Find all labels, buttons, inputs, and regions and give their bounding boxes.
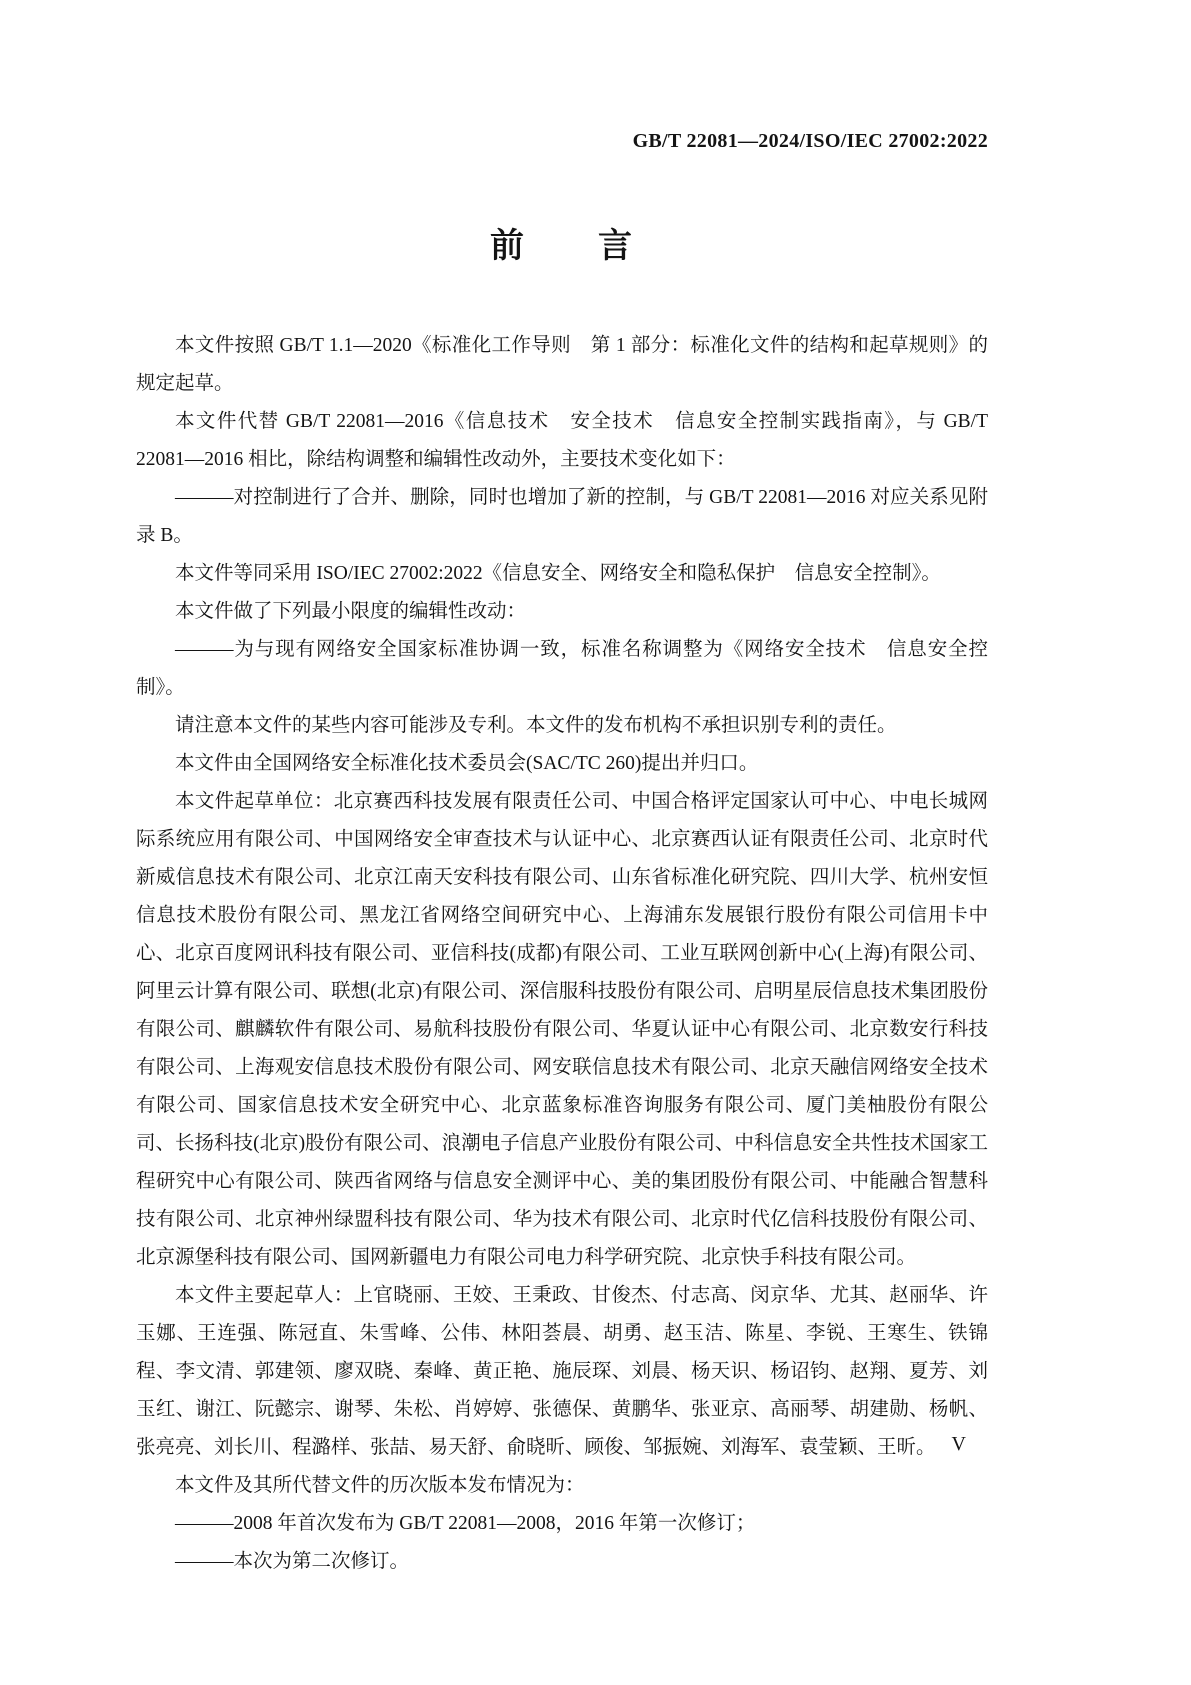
paragraph-committee: 本文件由全国网络安全标准化技术委员会(SAC/TC 260)提出并归口。 — [175, 753, 759, 774]
paragraph-replaces: 本文件代替 GB/T 22081—2016《信息技术 安全技术 信息安全控制实践指南》，与 GB/T 22081—2016 相比，除结构调整和编辑性改动外，主要技术变化如下： — [136, 411, 988, 470]
page-number: V — [951, 1433, 966, 1455]
paragraph-history-item-1: ———2008 年首次发布为 GB/T 22081—2008，2016 年第一次修订； — [175, 1513, 756, 1534]
paragraph-drafters: 本文件主要起草人：上官晓丽、王姣、王秉政、甘俊杰、付志高、闵京华、尤其、赵丽华、许玉娜、王连强、陈冠直、朱雪峰、公伟、林阳荟晨、胡勇、赵玉洁、陈星、李锐、王寒生、铁锦程、李文清、郭建领、廖双晓、秦峰、黄正艳、施辰琛、刘晨、杨天识、杨诏钧、赵翔、夏芳、刘玉红、谢江、阮懿宗、谢琴、朱松、肖婷婷、张德保、黄鹏华、张亚京、高丽琴、胡建勋、杨帆、张亮亮、刘长川、程潞样、张喆、易天舒、俞晓昕、顾俊、邹振婉、刘海军、袁莹颖、王昕。 — [136, 1285, 988, 1458]
foreword-body — [136, 327, 988, 1581]
page-title: 前 言 — [490, 228, 634, 265]
paragraph-change-item: ———对控制进行了合并、删除，同时也增加了新的控制，与 GB/T 22081—2016 对应关系见附录 B。 — [136, 487, 988, 546]
paragraph-history-intro: 本文件及其所代替文件的历次版本发布情况为： — [175, 1475, 585, 1496]
foreword-content — [136, 218, 988, 1581]
paragraph-editorial-intro: 本文件做了下列最小限度的编辑性改动： — [175, 601, 527, 622]
paragraph-drafting-organizations: 本文件起草单位：北京赛西科技发展有限责任公司、中国合格评定国家认可中心、中电长城网际系统应用有限公司、中国网络安全审查技术与认证中心、北京赛西认证有限责任公司、北京时代新威信息技术有限公司、北京江南天安科技有限公司、山东省标准化研究院、四川大学、杭州安恒信息技术股份有限公司、黑龙江省网络空间研究中心、上海浦东发展银行股份有限公司信用卡中心、北京百度网讯科技有限公司、亚信科技(成都)有限公司、工业互联网创新中心(上海)有限公司、阿里云计算有限公司、联想(北京)有限公司、深信服科技股份有限公司、启明星辰信息技术集团股份有限公司、麒麟软件有限公司、易航科技股份有限公司、华夏认证中心有限公司、北京数安行科技有限公司、上海观安信息技术股份有限公司、网安联信息技术有限公司、北京天融信网络安全技术有限公司、国家信息技术安全研究中心、北京蓝象标准咨询服务有限公司、厦门美柚股份有限公司、长扬科技(北京)股份有限公司、浪潮电子信息产业股份有限公司、中科信息安全共性技术国家工程研究中心有限公司、陕西省网络与信息安全测评中心、美的集团股份有限公司、中能融合智慧科技有限公司、北京神州绿盟科技有限公司、华为技术有限公司、北京时代亿信科技股份有限公司、北京源堡科技有限公司、国网新疆电力有限公司电力科学研究院、北京快手科技有限公司。 — [136, 791, 988, 1268]
standard-number-header: GB/T 22081—2024/ISO/IEC 27002:2022 — [632, 130, 988, 152]
paragraph-patent-notice: 请注意本文件的某些内容可能涉及专利。本文件的发布机构不承担识别专利的责任。 — [175, 715, 897, 736]
paragraph-history-item-2: ———本次为第二次修订。 — [175, 1551, 410, 1572]
paragraph-scope: 本文件按照 GB/T 1.1—2020《标准化工作导则 第 1 部分：标准化文件的结构和起草规则》的规定起草。 — [136, 335, 988, 394]
paragraph-editorial-item: ———为与现有网络安全国家标准协调一致，标准名称调整为《网络安全技术 信息安全控制》。 — [136, 639, 988, 698]
paragraph-adoption: 本文件等同采用 ISO/IEC 27002:2022《信息安全、网络安全和隐私保护 信息安全控制》。 — [175, 563, 941, 584]
